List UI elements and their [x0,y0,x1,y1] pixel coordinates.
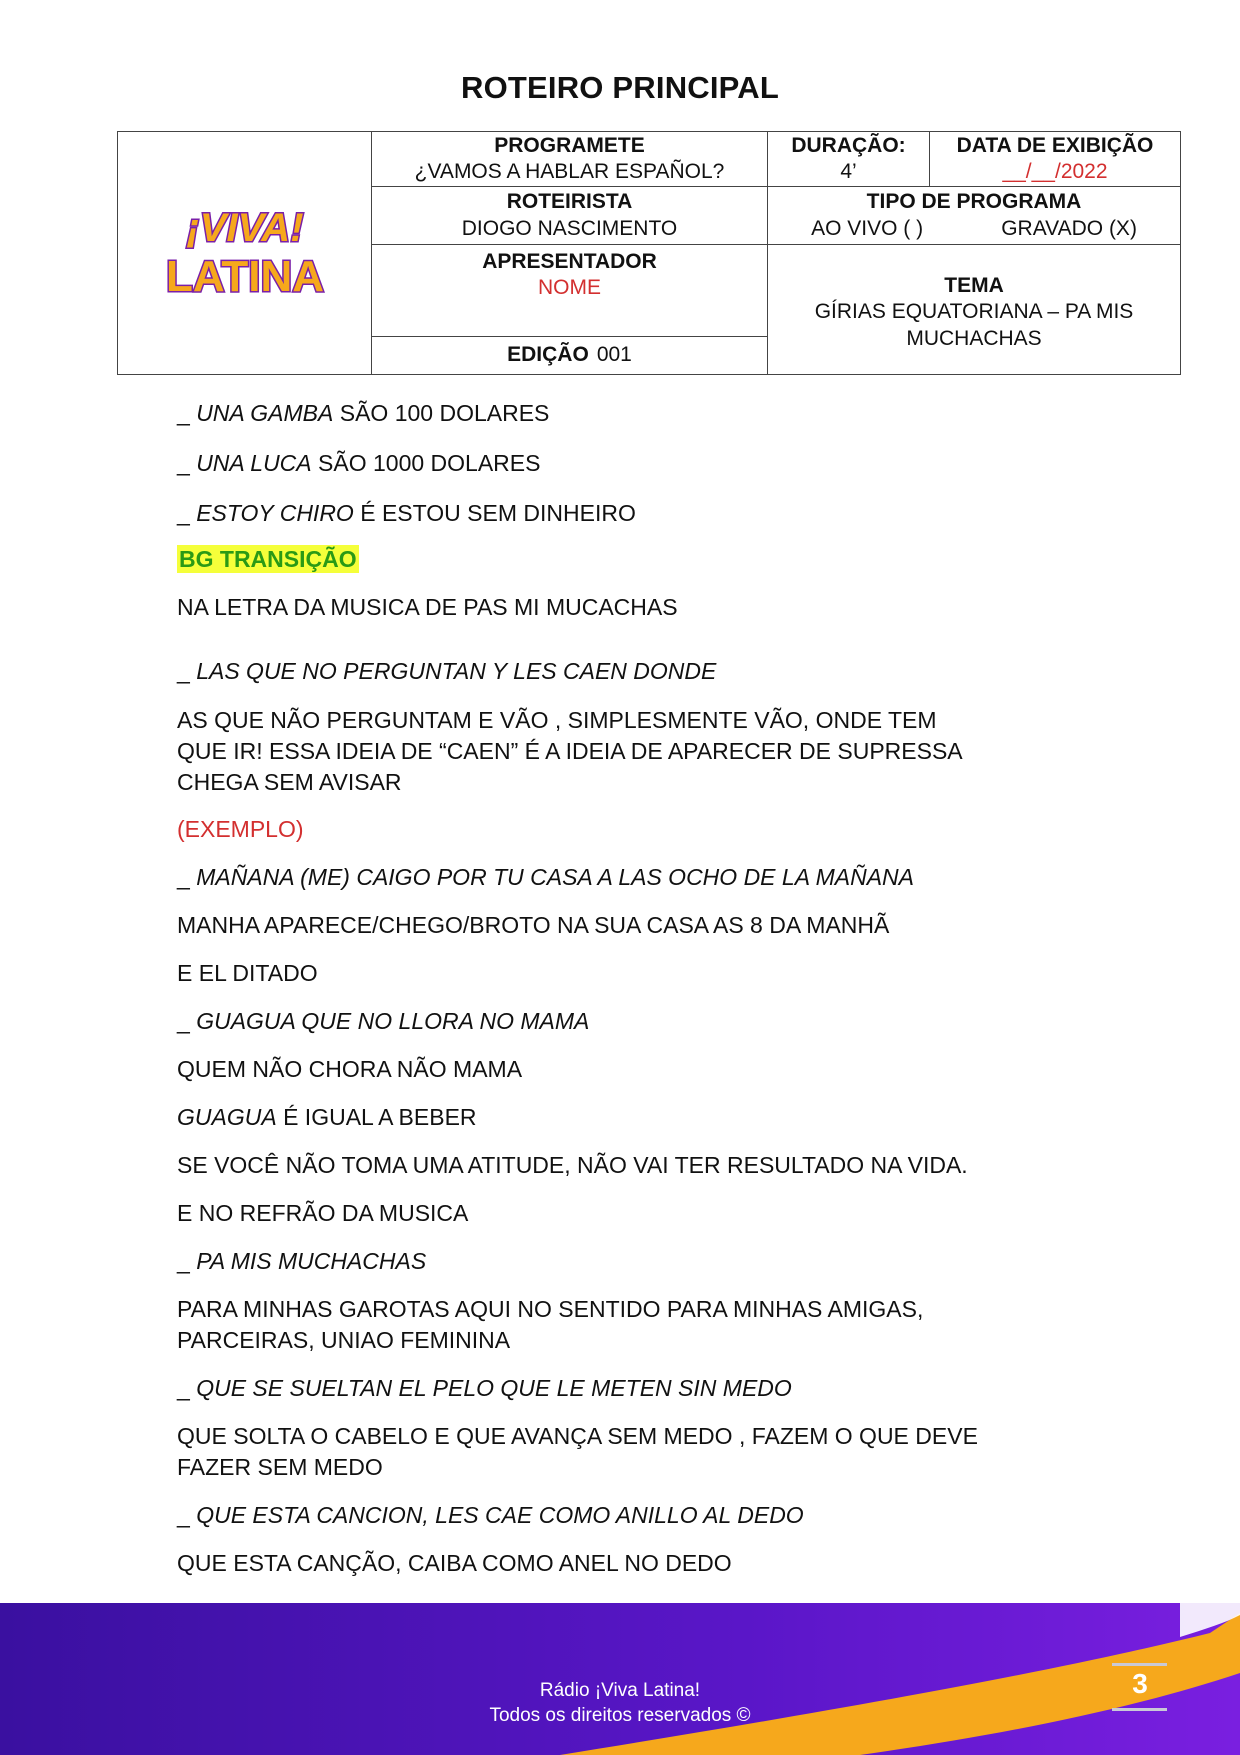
slang-term: UNA LUCA [196,450,312,476]
line-una-luca [177,448,1077,479]
translation: É ESTOU SEM DINHEIRO [353,500,636,526]
bg-transition-highlight: BG TRANSIÇÃO [179,546,357,572]
line-manana [177,862,1077,893]
programete-label: PROGRAMETE [494,133,645,157]
paragraph-quem: QUEM NÃO CHORA NÃO MAMA [177,1056,523,1082]
data-exibicao-cell [930,132,1181,187]
programete-value: ¿VAMOS A HABLAR ESPAÑOL? [414,160,725,183]
slang-term: UNA GAMBA [196,400,334,426]
edicao-label: EDIÇÃO [507,343,589,367]
script-header-table [117,131,1181,375]
footer-line-1: Rádio ¡Viva Latina! [539,1680,701,1701]
dash: _ [177,1248,197,1274]
dash: _ [177,500,197,526]
paragraph-manha: MANHA APARECE/CHEGO/BROTO NA SUA CASA AS 8 DA MANHÃ [177,912,890,938]
apresentador-value: NOME [538,276,601,300]
paragraph-guagua-igual [177,1102,1077,1133]
line-cancion [177,1500,1077,1531]
lyric-line: QUE ESTA CANCION, LES CAE COMO ANILLO AL DEDO [196,1502,804,1528]
text-line: PARA MINHAS GAROTAS AQUI NO SENTIDO PARA MINHAS AMIGAS, [177,1296,924,1322]
paragraph-refrao: E NO REFRÃO DA MUSICA [177,1200,469,1226]
lyric-line: MAÑANA (ME) CAIGO POR TU CASA A LAS OCHO DE LA MAÑANA [196,864,914,890]
lyric-line: GUAGUA QUE NO LLORA NO MAMA [196,1008,590,1034]
roteirista-value: DIOGO NASCIMENTO [461,216,678,240]
script-body [177,398,1077,1579]
slang-term: GUAGUA [177,1104,277,1130]
dash: _ [177,400,197,426]
page-number: 3 [1132,1668,1148,1699]
logo-text-latina: LATINA [165,252,324,302]
viva-latina-logo [145,179,345,319]
edicao-cell [372,337,768,375]
text-line: AS QUE NÃO PERGUNTAM E VÃO , SIMPLESMENTE VÃO, ONDE TEM [177,707,937,733]
dash: _ [177,1008,197,1034]
dash: _ [177,450,197,476]
lyric-line: QUE SE SUELTAN EL PELO QUE LE METEN SIN MEDO [196,1375,792,1401]
data-exibicao-value: __/__/2022 [1002,160,1108,183]
translation: SÃO 100 DOLARES [333,400,550,426]
paragraph-cancao: QUE ESTA CANÇÃO, CAIBA COMO ANEL NO DEDO [177,1550,732,1576]
text-line: FAZER SEM MEDO [177,1454,383,1480]
duracao-label: DURAÇÃO: [791,133,906,157]
line-sueltan [177,1373,1077,1404]
dash: _ [177,658,197,684]
page-title: ROTEIRO PRINCIPAL [460,70,779,105]
roteirista-cell [372,187,768,245]
tema-value: GÍRIAS EQUATORIANA – PA MIS MUCHACHAS [814,300,1134,350]
page-number-rule-top [1112,1663,1167,1666]
line-estoy-chiro [177,498,1077,529]
text-line: QUE IR! ESSA IDEIA DE “CAEN” É A IDEIA DE APARECER DE SUPRESSA [177,738,963,764]
tema-cell [768,245,1181,375]
line-las-que [177,656,1077,687]
dash: _ [177,864,197,890]
paragraph-letra: NA LETRA DA MUSICA DE PAS MI MUCACHAS [177,594,678,620]
exemplo-label: (EXEMPLO) [177,816,304,842]
text-line: PARCEIRAS, UNIAO FEMININA [177,1327,511,1353]
logo-text-viva: ¡VIVA! [185,206,304,251]
lyric-line: LAS QUE NO PERGUNTAN Y LES CAEN DONDE [196,658,717,684]
text-line: CHEGA SEM AVISAR [177,769,402,795]
text-line: QUE SOLTA O CABELO E QUE AVANÇA SEM MEDO , FAZEM O QUE DEVE [177,1423,978,1449]
programete-cell [372,132,768,187]
paragraph-ditado: E EL DITADO [177,960,318,986]
paragraph-as-que [177,705,1077,798]
paragraph-cabelo [177,1421,1077,1483]
footer-text [0,1678,1240,1728]
edicao-value: 001 [596,343,632,367]
roteirista-label: ROTEIRISTA [506,190,633,214]
line-una-gamba [177,398,1077,429]
tipo-programa-cell [768,187,1181,245]
line-guagua [177,1006,1077,1037]
apresentador-cell [372,245,768,337]
tipo-gravado: GRAVADO (X) [1001,216,1137,240]
bg-transition-cue [177,544,1077,575]
paragraph-garotas [177,1294,1077,1356]
dash: _ [177,1502,197,1528]
apresentador-label: APRESENTADOR [482,250,657,273]
line-pa-mis-muchachas [177,1246,1077,1277]
lyric-line: PA MIS MUCHACHAS [196,1248,427,1274]
tema-label: TEMA [944,274,1004,297]
duracao-cell [768,132,930,187]
duracao-value: 4’ [840,160,857,183]
tipo-ao-vivo: AO VIVO ( ) [811,216,924,240]
logo-cell [118,132,372,375]
paragraph-atitude: SE VOCÊ NÃO TOMA UMA ATITUDE, NÃO VAI TER RESULTADO NA VIDA. [177,1152,968,1178]
slang-term: ESTOY CHIRO [196,500,354,526]
dash: _ [177,1375,197,1401]
translation: É IGUAL A BEBER [276,1104,477,1130]
translation: SÃO 1000 DOLARES [311,450,541,476]
page-number-rule-bottom [1112,1708,1167,1711]
data-exibicao-label: DATA DE EXIBIÇÃO [956,133,1154,157]
footer-line-2: Todos os direitos reservados © [489,1705,751,1726]
tipo-programa-label: TIPO DE PROGRAMA [866,190,1082,214]
